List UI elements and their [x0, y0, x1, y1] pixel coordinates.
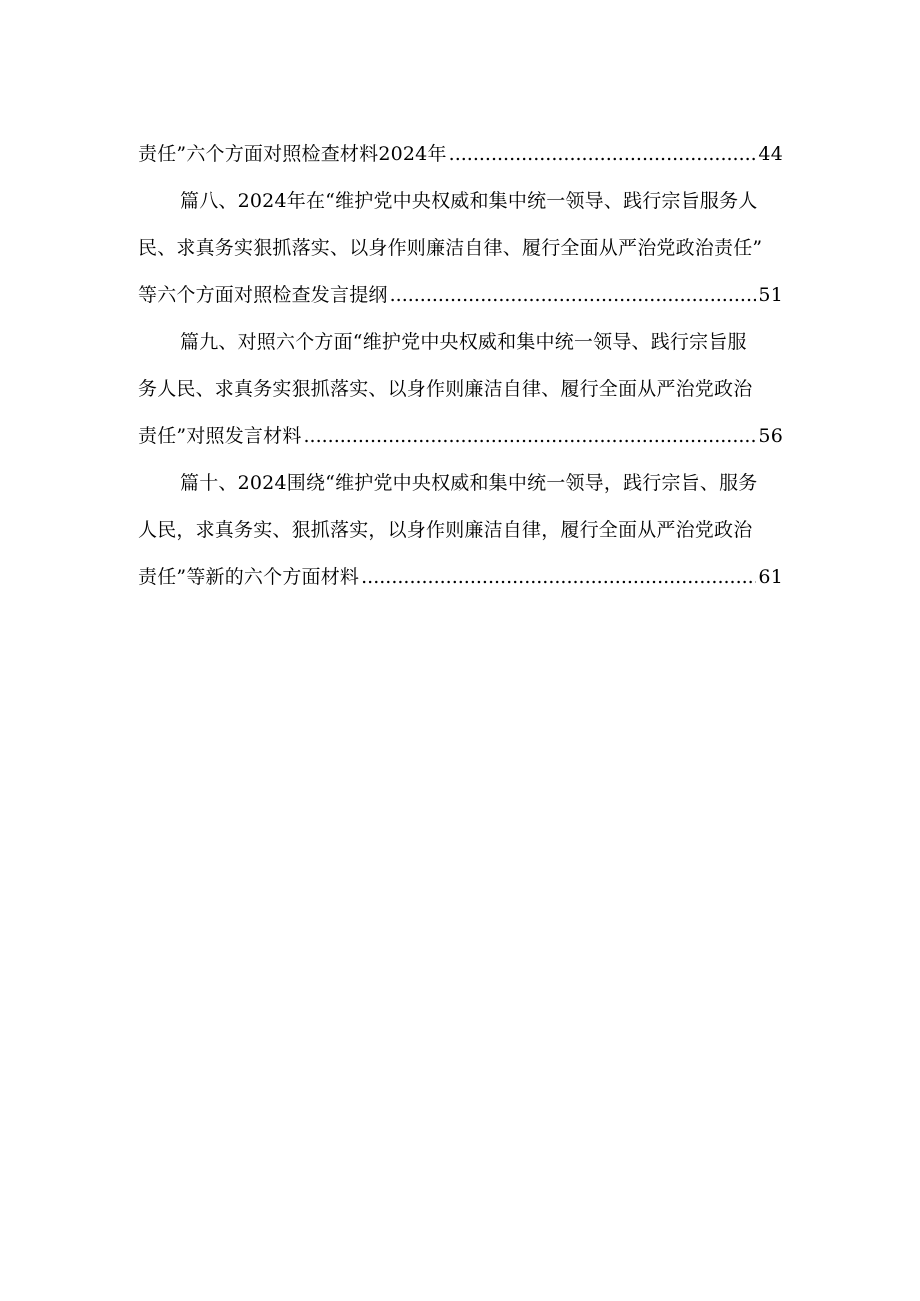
dot-leader	[361, 559, 756, 595]
dot-leader	[449, 136, 757, 172]
toc-entry-1-line-1	[138, 136, 783, 172]
dot-leader	[304, 418, 757, 454]
toc-entry-2-line-1	[138, 183, 783, 219]
toc-entry-text: 篇十、2024围绕“维护党中央权威和集中统一领导，践行宗旨、服务	[180, 472, 758, 494]
toc-entry-text: 民、求真务实狠抓落实、以身作则廉洁自律、履行全面从严治党政治责任”	[138, 237, 763, 259]
toc-entry-text: 务人民、求真务实狠抓落实、以身作则廉洁自律、履行全面从严治党政治	[138, 378, 753, 400]
toc-entry-2-line-2	[138, 230, 783, 266]
toc-entry-4-line-3	[138, 559, 783, 595]
table-of-contents	[138, 136, 783, 595]
toc-entry-text: 等六个方面对照检查发言提纲	[138, 284, 388, 306]
toc-entry-4-line-2	[138, 512, 783, 548]
toc-entry-text: 责任”对照发言材料	[138, 425, 302, 447]
toc-entry-text: 责任”六个方面对照检查材料2024年	[138, 143, 447, 165]
toc-entry-text: 责任”等新的六个方面材料	[138, 566, 360, 588]
dot-leader	[390, 277, 757, 313]
toc-page-number: 61	[758, 566, 783, 588]
toc-page-number: 51	[758, 284, 783, 306]
toc-entry-3-line-1	[138, 324, 783, 360]
toc-page-number: 56	[758, 425, 783, 447]
toc-entry-2-line-3	[138, 277, 783, 313]
toc-entry-4-line-1	[138, 465, 783, 501]
toc-entry-text: 篇八、2024年在“维护党中央权威和集中统一领导、践行宗旨服务人	[180, 190, 758, 212]
toc-entry-text: 篇九、对照六个方面“维护党中央权威和集中统一领导、践行宗旨服	[180, 331, 747, 353]
toc-entry-3-line-2	[138, 371, 783, 407]
toc-entry-3-line-3	[138, 418, 783, 454]
toc-entry-text: 人民，求真务实、狠抓落实，以身作则廉洁自律，履行全面从严治党政治	[138, 519, 753, 541]
toc-page-number: 44	[758, 143, 783, 165]
